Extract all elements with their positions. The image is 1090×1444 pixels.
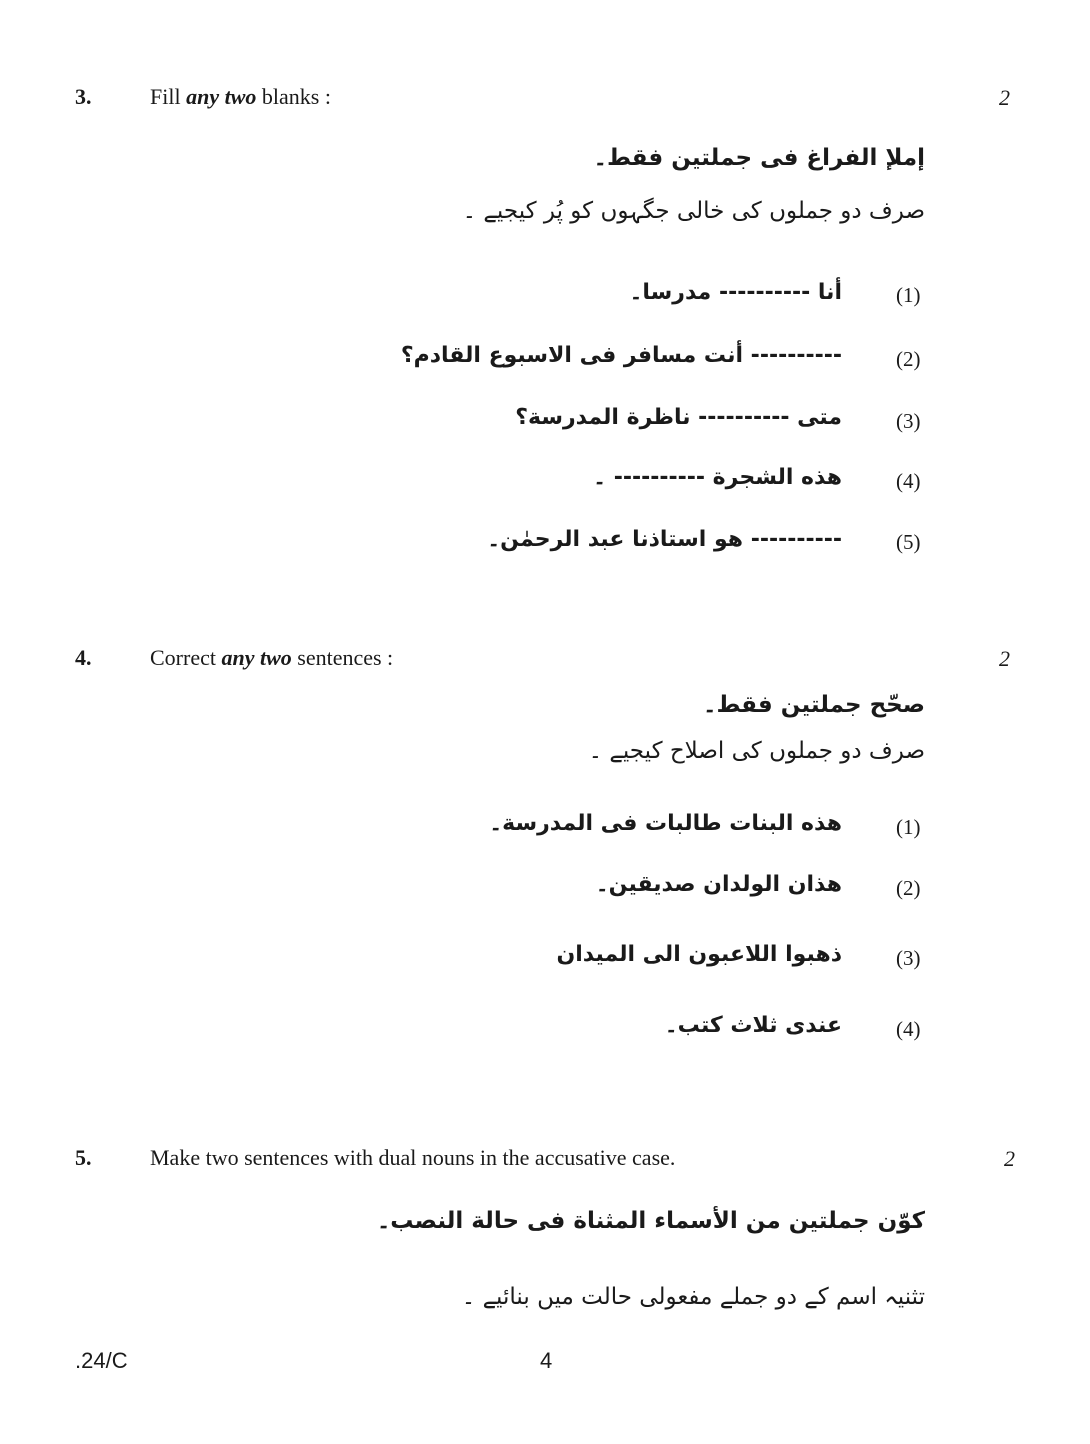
- q3-item-text: ---------- أنت مسافر فی الاسبوع القادم؟: [400, 343, 842, 368]
- q4-item-number: (2): [896, 876, 921, 900]
- question-4-text: Correct any two sentences :: [150, 645, 394, 670]
- q4-item-text: هذه البنات طالبات فی المدرسة۔: [489, 811, 842, 836]
- page-number: 4: [540, 1348, 553, 1373]
- question-5-text: Make two sentences with dual nouns in the accusative case.: [150, 1145, 676, 1170]
- q4-item-text: عندی ثلاث کتب۔: [664, 1013, 842, 1038]
- q4-item-number: (3): [896, 946, 921, 970]
- paper-code: .24/C: [75, 1348, 128, 1373]
- q3-item-number: (1): [896, 283, 921, 307]
- question-3-text: Fill any two blanks :: [150, 84, 331, 109]
- q3-item-text: متی ---------- ناظرة المدرسة؟: [515, 405, 842, 430]
- q3-item-number: (3): [896, 409, 921, 433]
- question-4-marks: 2: [999, 646, 1010, 671]
- question-4-number: 4.: [75, 645, 92, 670]
- q3-item-text: ---------- هو استاذنا عبد الرحمٰن۔: [487, 527, 842, 552]
- q3-item-number: (5): [896, 530, 921, 554]
- question-3-number: 3.: [75, 84, 92, 109]
- question-3-marks: 2: [999, 85, 1010, 110]
- question-5-urdu-instruction: تثنیہ اسم کے دو جملے مفعولی حالت میں بنائیے ۔: [461, 1284, 925, 1310]
- question-4-urdu-instruction: صرف دو جملوں کی اصلاح کیجیے ۔: [588, 738, 925, 764]
- question-5-marks: 2: [1004, 1146, 1015, 1171]
- q3-item-number: (4): [896, 469, 921, 493]
- question-5-arabic-instruction: کوّن جملتین من الأسماء المثناة فی حالة النصب۔: [376, 1208, 925, 1234]
- question-5-number: 5.: [75, 1145, 92, 1170]
- question-4-emphasis: any two: [221, 645, 292, 670]
- q4-item-text: هذان الولدان صدیقین۔: [595, 872, 842, 897]
- question-3-urdu-instruction: صرف دو جملوں کی خالی جگہوں کو پُر کیجیے ۔: [462, 198, 925, 224]
- question-3-emphasis: any two: [186, 84, 257, 109]
- question-4-arabic-instruction: صحّح جملتین فقط۔: [703, 692, 925, 718]
- q3-item-text: هذه الشجرة ---------- ۔: [593, 465, 842, 490]
- q4-item-text: ذهبوا اللاعبون الی المیدان: [556, 942, 842, 967]
- q4-item-number: (4): [896, 1017, 921, 1041]
- q4-item-number: (1): [896, 815, 921, 839]
- q3-item-text: أنا ---------- مدرسا۔: [629, 280, 842, 305]
- question-3-arabic-instruction: إملإ الفراغ فی جملتین فقط۔: [593, 145, 925, 171]
- q3-item-number: (2): [896, 347, 921, 371]
